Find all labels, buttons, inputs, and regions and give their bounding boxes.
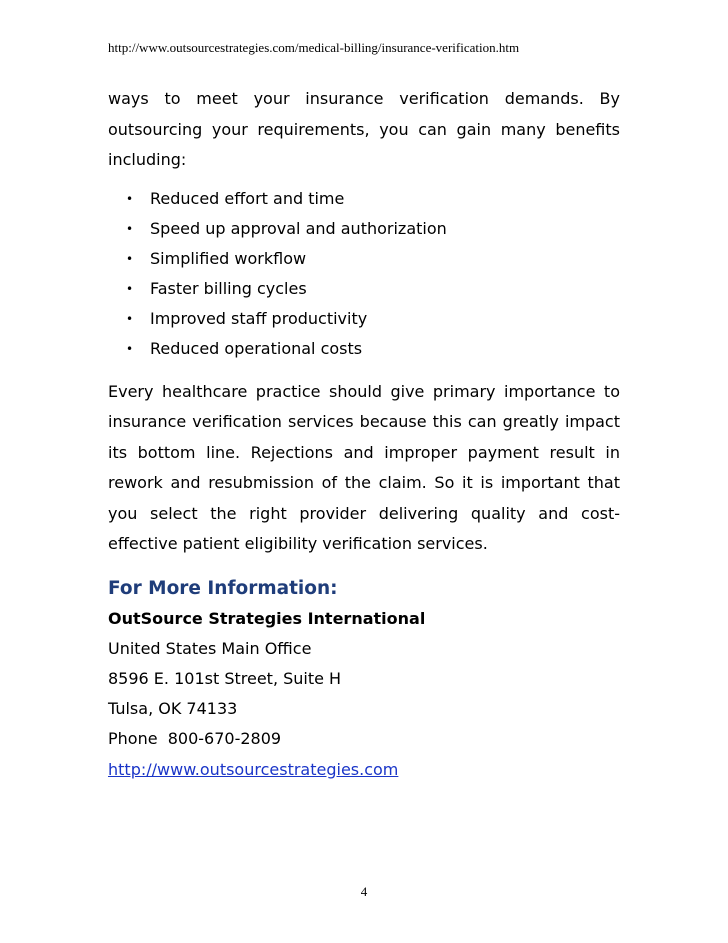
list-item (108, 244, 620, 274)
company-name: OutSource Strategies International (108, 608, 426, 628)
body-paragraph (108, 377, 620, 560)
website-line (108, 755, 620, 785)
phone-number: Phone 800-670-2809 (108, 729, 282, 749)
body-line: insurance verification services because this can greatly (108, 412, 559, 432)
intro-paragraph (108, 84, 620, 176)
header-url: http://www.outsourcestrategies.com/medical-billing/insurance-verification.htm (108, 40, 520, 55)
page-number: 4 (360, 884, 368, 899)
list-item-text: Reduced effort and time (150, 188, 345, 208)
list-item (108, 184, 620, 214)
city-state-zip: Tulsa, OK 74133 (108, 699, 238, 719)
list-item (108, 304, 620, 334)
office-label: United States Main Office (108, 638, 312, 658)
bullet-icon: • (126, 191, 134, 206)
body-line: quality and cost-effective patient eligibility verification (108, 503, 620, 554)
contact-block (108, 604, 620, 785)
list-item-text: Simplified workflow (150, 248, 307, 268)
body-line: Every healthcare practice should give primary importance to (108, 381, 620, 401)
intro-line: ways to meet your insurance verification demands. By (108, 89, 620, 108)
list-item (108, 214, 620, 244)
bullet-icon: • (126, 251, 134, 266)
document-body (108, 84, 620, 785)
website-link[interactable]: http://www.outsourcestrategies.com (108, 759, 399, 779)
body-line: impact its bottom line. Rejections and improper payment (108, 412, 620, 462)
bullet-icon: • (126, 342, 134, 357)
body-line: result in rework and resubmission of the claim. So it is (108, 442, 620, 493)
list-item (108, 334, 620, 364)
body-line: important that you select the right provider delivering (108, 473, 620, 523)
list-item (108, 274, 620, 304)
intro-line: outsourcing your requirements, you can gain many benefits (108, 119, 620, 139)
list-item-text: Speed up approval and authorization (150, 218, 447, 238)
bullet-icon: • (126, 282, 134, 297)
more-info-heading: For More Information: (108, 577, 338, 599)
bullet-icon: • (126, 312, 134, 327)
street-address: 8596 E. 101st Street, Suite H (108, 669, 342, 689)
bullet-icon: • (126, 221, 134, 236)
list-item-text: Improved staff productivity (150, 309, 368, 329)
intro-line: including: (108, 150, 187, 169)
list-item-text: Reduced operational costs (150, 339, 363, 359)
list-item-text: Faster billing cycles (150, 279, 307, 299)
body-line: services. (417, 534, 488, 554)
benefits-list (108, 184, 620, 365)
